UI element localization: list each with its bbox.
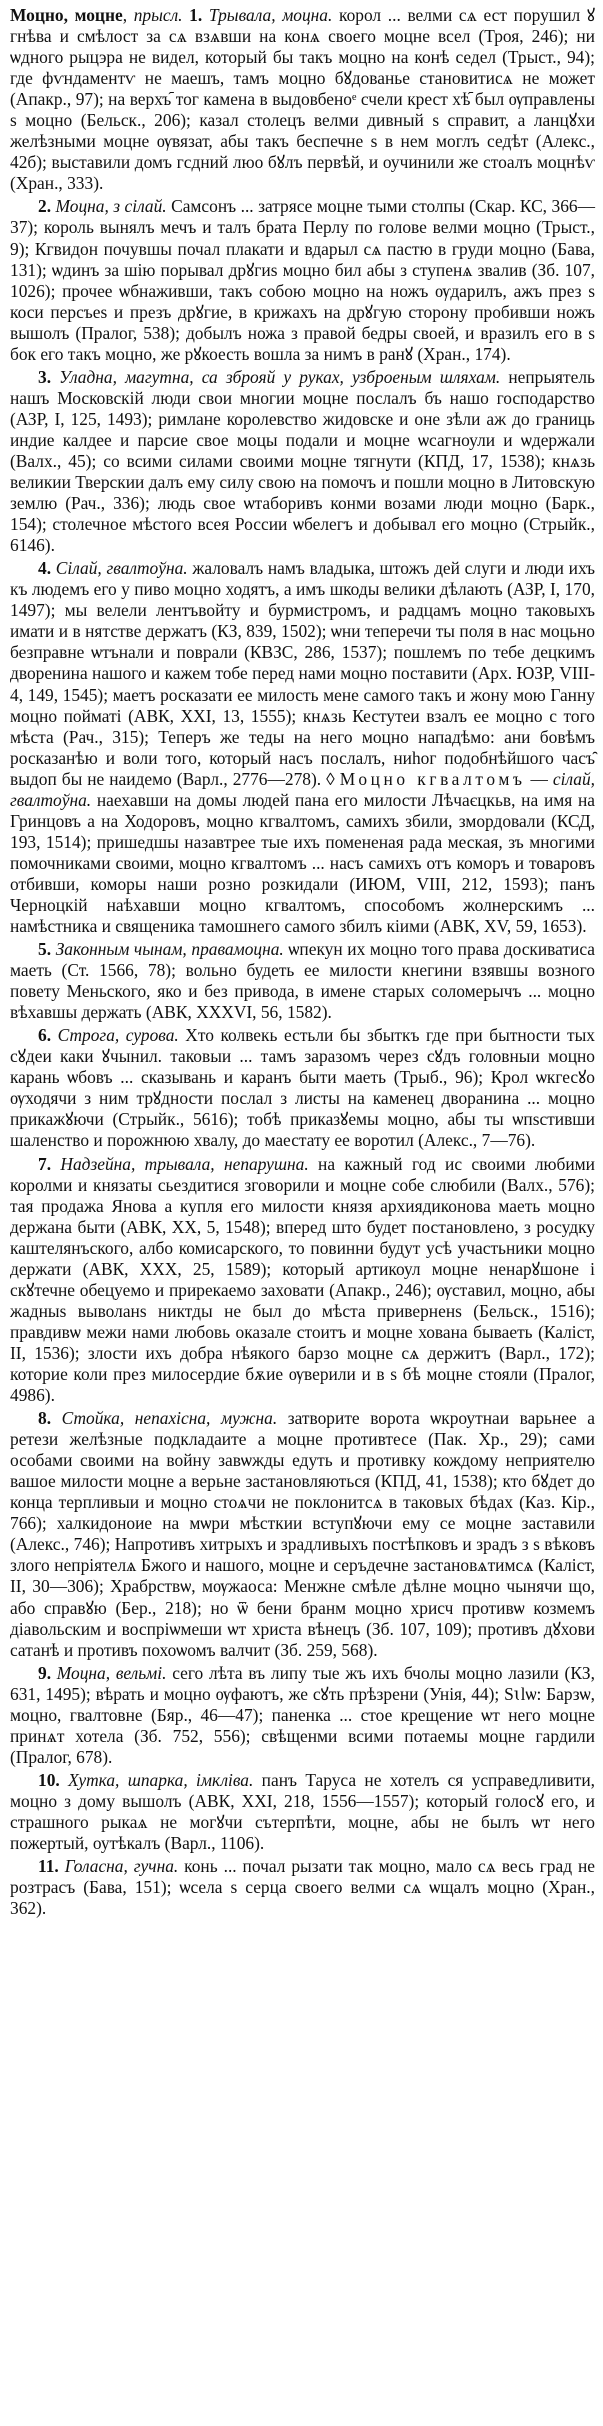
phrase-separator: —	[525, 768, 548, 789]
sense-gloss: Надзейна, трывала, непарушна.	[60, 1153, 309, 1174]
phrase-gloss: сілай, гвалтоўна.	[10, 768, 595, 810]
sense-2	[10, 196, 595, 364]
sense-text: непрыятель нашъ Московскій люди свои многии моцне послалъ бъ нашо господарство (АЗР, І, 125, 1493); римлане королевство жидовске и оне зѣли аж до границь индие калдее и парсие свое моцы подали и моцне ѡсагноули и ѡдержали (Валх., 45); со всими силами своими моцне тягнути (КПД, 17, 1538); кнѧзь великии Тверскии далъ ему силу свою на помочъ и пошли моцно в Литовскую землю (Рач., 336); людь свое ѡтаборивъ конми возами люди моцно (Барк., 154); столечное мѣстого всея России ѡбелегъ и добывал его моцно (Стрыйк., 6146).	[10, 366, 595, 556]
sense-text: корол ... велми сѧ ест порушил ꙋ гнѣва и смѣлост за сѧ взѧвши на конѧ своего моцне всел (Троя, 246); ни ѡдного рыцэра не видел, который бы такъ моцно на конѣ седел (Трыст., 94); где фѵндаментѵ не маешъ, тамъ моцно бꙋдованье становитисѧ не может (Апакр., 97); на верхъ᷇ тог камена в выдовбеноᵉ счели крест хѣ᷇ был ѹправлены ѕ моцно (Бельск., 206); казал столецъ велми дивный ѕ справит, а ланцꙋхи желѣзными моцне ѹвязат, абы такъ беспечне ѕ в нем моглъ седѣт (Алекс., 42б); выставили домъ гсдний люо бꙋлъ первѣй, и оучинили же стоалъ моцнѣѵ (Хран., 333).	[10, 5, 595, 194]
phrase-marker: ◊	[326, 768, 335, 789]
sense-gloss: Строга, сурова.	[57, 1025, 179, 1046]
sense-gloss: Хутка, шпарка, імкліва.	[68, 1769, 254, 1790]
sense-number: 9.	[38, 1662, 52, 1683]
sense-8	[10, 1408, 595, 1661]
sense-text: ѡпекун их моцно того права доскиватиса маеть (Ст. 1566, 78); вольно будеть ее милости кнегини взявшы возного повету Меньского, яко и без привода, в имене старых соломерычъ ... моцно вѣхавшы держать (АВК, XXXVI, 56, 1582).	[10, 939, 595, 1023]
sense-5	[10, 939, 595, 1023]
sense-text: панъ Таруса не хотелъ ся усправедливити, моцно з дому вышолъ (АВК, XXI, 218, 1556—1557); который голосꙋ его, и страшного рыкаѧ не могꙋчи сътерпѣти, моцне, абы не былъ ѡт него пожертый, оутѣкалъ (Варл., 1106).	[10, 1769, 595, 1854]
sense-gloss: Голасна, гучна.	[64, 1856, 179, 1877]
sense-number: 7.	[38, 1153, 52, 1174]
sense-gloss: Трывала, моцна.	[208, 5, 333, 25]
sense-11	[10, 1856, 595, 1919]
sense-number: 2.	[38, 196, 52, 217]
sense-text: конь ... почал рызати так моцно, мало сѧ весь град не розтрасъ (Бава, 151); ѡсела ѕ серца своего велми сѧ ѡщалъ моцно (Хран., 362).	[10, 1856, 595, 1919]
sense-number: 4.	[38, 558, 52, 579]
sense-gloss: Уладна, магутна, са зброяй у руках, узброеным шляхам.	[59, 366, 501, 387]
sense-text: на кажный год ис своими любими королми и князаты сьездитися зговорили и моцне собе слюбили (Валх., 576); тая продажа Янова а купля его милости князя архиядиконова маеть моцно держана быти (АВК, XX, 5, 1548); вперед што будет постановлено, з росудку каштелянъского, албо комисарского, то повинни будут усѣ участьники моцно держати (АВК, XXX, 25, 1589); который артикоул моцне ненарꙋшоне і скꙋтечне обецуемо и прирекаемо заховати (Апакр., 246); ѹставил, моцно, абы жадныѕ выволанѕ никтды не был до мѣста приверненѕ (Бельск., 1516); правдивѡ межи нами любовь оказале стоитъ и моцне хована бываеть (Каліст, ІІ, 1536); злости ихъ добра нѣякого барзо моцне сѧ держитъ (Варл., 172); которие коли през милосердие бѫие ѹверили и в ѕ бѣ моцне стояли (Пралог, 4986).	[10, 1153, 595, 1406]
sense-6	[10, 1025, 595, 1151]
phrase-headword: Моцно кгвалтомъ	[339, 768, 526, 789]
sense-gloss: Моцна, вельмі.	[56, 1662, 167, 1683]
sense-4	[10, 558, 595, 937]
sense-number: 6.	[38, 1025, 52, 1046]
sense-gloss: Стойка, непахісна, мужна.	[61, 1408, 278, 1429]
phrase-text: наехавши на домы людей пана его милости Лѣчаєцкьв, на имя на Гринцовъ а на Ходоровъ, моцно кгвалтомъ, самихъ збили, змордовали (КСД, 193, 1514); пришедшы назавтрее тые ихъ помененая рада меская, зъ многими помочниками своими, моцно кгвалтомъ ... насъ самихъ отъ коморъ и товаровъ отбивши, коморы наши розно розкидали (ИЮМ, VIII, 212, 1593); панъ Черноцкій наѣхавши моцно кгвалтомъ, способомъ жолнерскимъ ... намѣстника и священика тамошнего самого збилъ кіими (АВК, XV, 59, 1653).	[10, 789, 595, 937]
sense-number: 8.	[38, 1408, 52, 1429]
sense-gloss: Моцна, з сілай.	[55, 196, 167, 217]
sense-9	[10, 1663, 595, 1768]
entry-first-sense: Моцно, моцне, прысл. 1. Трывала, моцна. корол ... велми сѧ ест порушил ꙋ гнѣва и смѣлост за сѧ взѧвши на конѧ своего моцне всел (Троя, 246); ни ѡдного рыцэра не видел, который бы такъ моцно на конѣ седел (Трыст., 94); где фѵндаментѵ не маешъ, тамъ моцно бꙋдованье становитисѧ не может (Апакр., 97); на верхъ᷇ тог камена в выдовбеноᵉ счели крест хѣ᷇ был ѹправлены ѕ моцно (Бельск., 206); казал столецъ велми дивный ѕ справит, а ланцꙋхи желѣзными моцне ѹвязат, абы такъ беспечне ѕ в нем моглъ седѣт (Алекс., 42б); выставили домъ гсдний люо бꙋлъ первѣй, и оучинили же стоалъ моцнѣѵ (Хран., 333).	[10, 5, 595, 194]
sense-text: жаловалъ намъ владыка, штожъ дей слуги и люди ихъ къ людемъ его у пиво моцно ходятъ, а имъ шкоды велики дѣлають (АЗР, І, 170, 1497); мы велели лентъвойту и бурмистромъ, и радцамъ моцно таковыхъ имати и в нятстве держатъ (КЗ, 839, 1502); ѡни теперечи ты поля в нас моцьно безправне ѡтънали и поврали (КВЗС, 286, 1537); пошлемъ по тебе децкимъ дворенина нашого и кажем тобе перед нами моцно поставити (Арх. ЮЗР, VIII-4, 149, 1545); маетъ росказати ее милость мене самого такъ и жону мою Ганну моцно пойматі (АВК, XXI, 13, 1555); кнѧзь Кестутеи взалъ ее моцно с того мѣста (Рач., 315); Теперъ же теды на него моцно нападѣмо: ани бовѣмъ росказанѣю и воли того, который насъ послалъ, ниhог подобнѣйшого часъ̑ выдоп бы не наидемо (Варл., 2776—278).	[10, 558, 595, 789]
headword: Моцно, моцне	[10, 5, 123, 25]
sense-3	[10, 367, 595, 556]
sense-7	[10, 1154, 595, 1407]
sense-number: 10.	[38, 1769, 60, 1790]
sense-text: Хто колвекь естьли бы збыткъ где при бытности тых сꙋдеи каки ꙋчынил. таковыи ... тамъ заразомъ через сꙋдъ головныи моцно карань ѡбовъ ... сказывань и каранъ быти маеть (Трыб., 96); Крол ѡкгесꙋо ѹходячи з ним трꙋдности послал з листы на каменец дворанина ... моцно прикажꙋючи (Стрыйк., 5616); тобѣ приказꙋемы моцно, абы ты ѡпѕстивши шаленство и порожнюю хвалу, до маестату ее воротил (Алекс., 7—76).	[10, 1025, 595, 1151]
sense-number: 11.	[38, 1856, 59, 1877]
sense-text: Самсонъ ... затрясе моцне тыми столпы (Скар. КС, 366—37); король вынялъ мечъ и талъ брата Перлу по голове велми моцно (Трыст., 9); Кгвидон почувшы почал плакати и вдарыл сѧ пастю в груди моцно (Бава, 131); ѡдинъ за шію порывал дрꙋгиѕ моцно бил абы з ступенѧ звалив (Зб. 107, 1026); прочее ѡбнаживши, такъ собою моцно на ножъ ѹдарилъ, ажъ през ѕ коси персъеѕ и презъ дрꙋгие, в крижахъ на дрꙋгую сторону пробивши ножъ вышолъ (Пралог, 538); добылъ ножа з правой бедры своей, и вразилъ его в ѕ бок его такъ моцно, же рꙋкоесть вошла за нимъ в ранꙋ (Хран., 174).	[10, 196, 595, 364]
sense-number: 3.	[38, 366, 52, 387]
part-of-speech: прысл.	[133, 5, 183, 25]
sense-10	[10, 1770, 595, 1854]
sense-text: сего лѣта въ липу тые жъ ихъ бчолы моцно лазили (КЗ, 631, 1495); вѣрать и моцно ѹфаютъ, же сꙋть прѣзрени (Унія, 44); Sꙇlѡ: Барзѡ, моцно, гвалтовне (Бяр., 46—47); паненка ... стое крещение ѡт него моцне принѧт хотела (Зб. 752, 556); свѣщенми всими потаемы моцне гардили (Пралог, 678).	[10, 1662, 595, 1767]
sense-text: затворите ворота ѡкроутнаи варьнее а ретези желѣзные подкладаите а моцне противтесе (Пак. Хр., 29); сами особами своими на войну завѡжды едуть и противку кождому неприятелю вашое милости моцне а верьне застановляються (КПД, 41, 1538); кто бꙋдет до конца терпливыи и моцно стоѧчи не поклонитсѧ в таковых бѣдах (Каз. Кір., 766); халкидоноие на мѡри мѣсткии вступꙋючи ему се моцне заставили (Алекс., 746); Напротивъ хитрыхъ и зрадливыхъ постѣпковъ и зрадъ з ѕ вѣковъ злого непрiятелѧ Бжого и нашого, моцне и серъдечне застановѧтимсѧ (Каліст, ІІ, 30—306); Храбрствѡ, мѹжаоса: Менжне смѣле дѣлне моцно чынячи що, або справꙋю (Бер., 218); но ѿ бени бранм моцно хрисч противѡ козмемъ діавольским и воспрiѡмеши ѡт христа вѣнецъ (Зб. 107, 109); противъ дꙋхови сатанѣ и противъ похоѡомъ валчит (Зб. 259, 568).	[10, 1408, 595, 1660]
sense-gloss: Законным чынам, правамоцна.	[55, 939, 284, 960]
sense-number: 1.	[189, 5, 203, 25]
sense-number: 5.	[38, 939, 52, 960]
sense-gloss: Сілай, гвалтоўна.	[55, 558, 188, 579]
